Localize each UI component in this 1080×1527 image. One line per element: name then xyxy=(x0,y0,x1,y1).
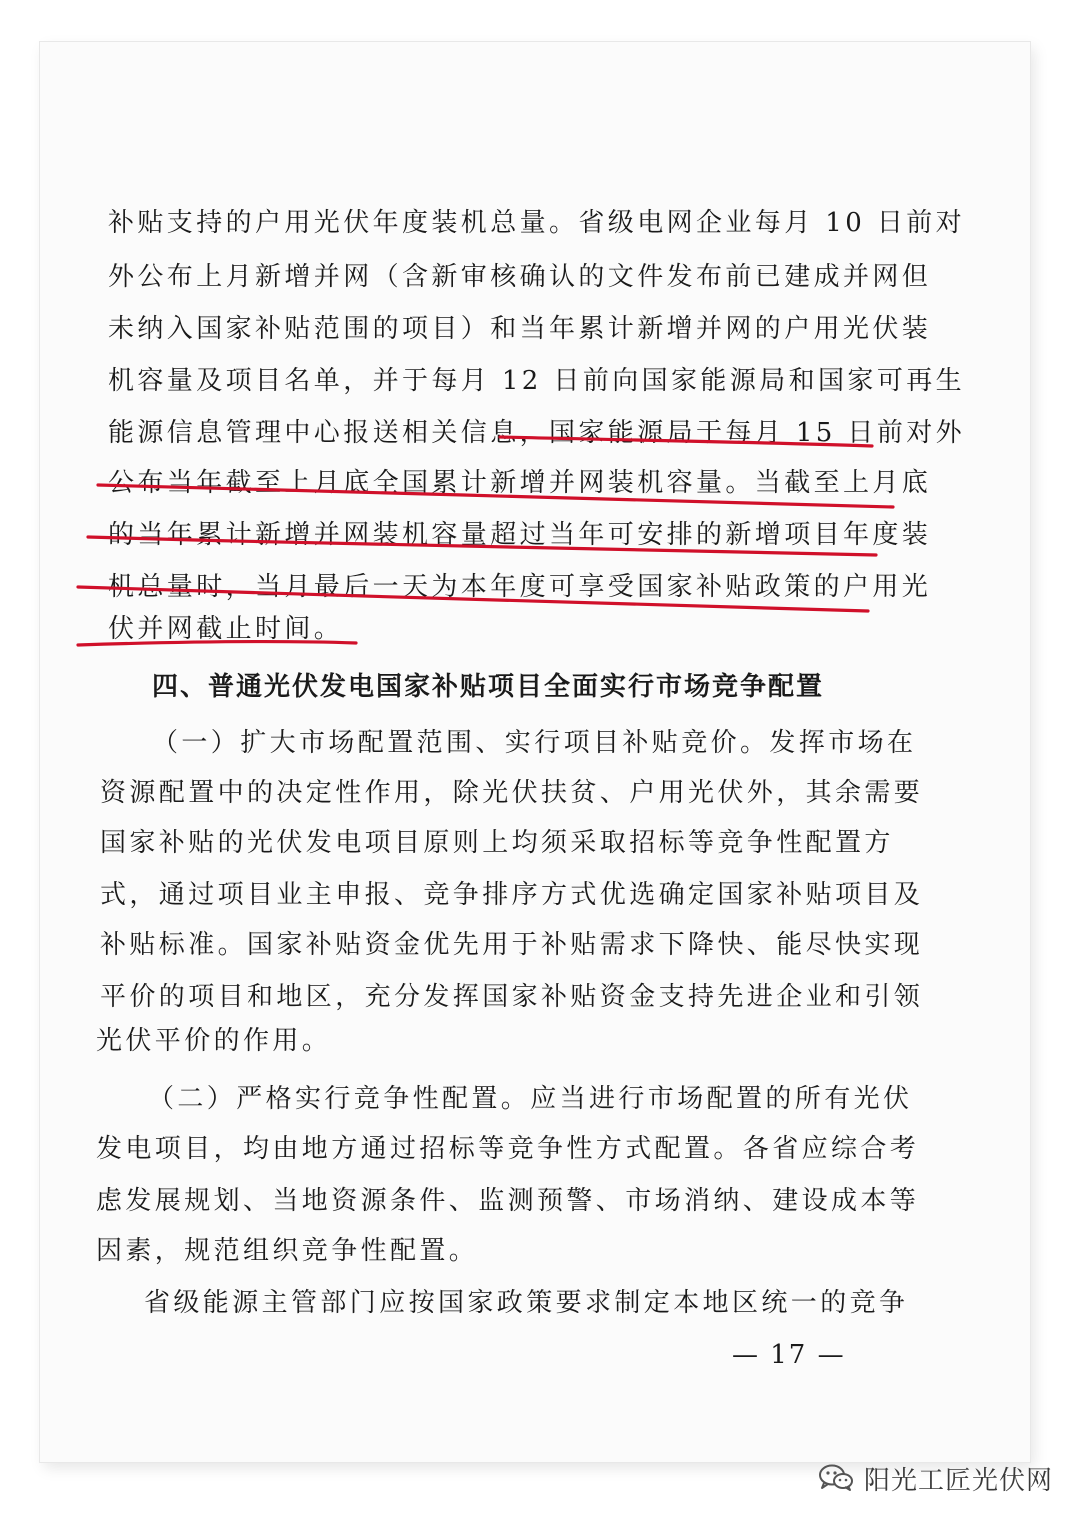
watermark-text: 阳光工匠光伏网 xyxy=(864,1465,1054,1496)
watermark xyxy=(818,1456,1053,1500)
text-line: 机总量时，当月最后一天为本年度可享受国家补贴政策的户用光 xyxy=(108,572,932,602)
text-line: 光伏平价的作用。 xyxy=(96,1026,332,1056)
text-line: 补贴标准。国家补贴资金优先用于补贴需求下降快、能尽快实现 xyxy=(100,930,924,960)
text-line: （二）严格实行竞争性配置。应当进行市场配置的所有光伏 xyxy=(148,1084,913,1114)
section-heading: 四、普通光伏发电国家补贴项目全面实行市场竞争配置 xyxy=(152,672,825,702)
text-line: 伏并网截止时间。 xyxy=(108,614,344,644)
wechat-icon xyxy=(818,1463,854,1493)
text-line: 补贴支持的户用光伏年度装机总量。省级电网企业每月 10 日前对 xyxy=(108,208,966,238)
text-line: 国家补贴的光伏发电项目原则上均须采取招标等竞争性配置方 xyxy=(100,828,894,858)
text-line: 未纳入国家补贴范围的项目）和当年累计新增并网的户用光伏装 xyxy=(108,314,932,344)
text-line: 虑发展规划、当地资源条件、监测预警、市场消纳、建设成本等 xyxy=(96,1186,920,1216)
page-number: — 17 — xyxy=(732,1340,846,1370)
text-line: 资源配置中的决定性作用，除光伏扶贫、户用光伏外，其余需要 xyxy=(100,778,924,808)
text-line: （一）扩大市场配置范围、实行项目补贴竞价。发挥市场在 xyxy=(152,728,917,758)
text-line: 外公布上月新增并网（含新审核确认的文件发布前已建成并网但 xyxy=(108,262,932,292)
text-line: 因素，规范组织竞争性配置。 xyxy=(96,1236,479,1266)
text-line: 机容量及项目名单，并于每月 12 日前向国家能源局和国家可再生 xyxy=(108,366,966,396)
text-line: 公布当年截至上月底全国累计新增并网装机容量。当截至上月底 xyxy=(108,468,932,498)
text-line: 能源信息管理中心报送相关信息，国家能源局于每月 15 日前对外 xyxy=(108,418,966,448)
text-line: 的当年累计新增并网装机容量超过当年可安排的新增项目年度装 xyxy=(108,520,932,550)
text-line: 发电项目，均由地方通过招标等竞争性方式配置。各省应综合考 xyxy=(96,1134,920,1164)
text-line: 式，通过项目业主申报、竞争排序方式优选确定国家补贴项目及 xyxy=(100,880,924,910)
text-line: 平价的项目和地区，充分发挥国家补贴资金支持先进企业和引领 xyxy=(100,982,924,1012)
text-line: 省级能源主管部门应按国家政策要求制定本地区统一的竞争 xyxy=(144,1288,909,1318)
